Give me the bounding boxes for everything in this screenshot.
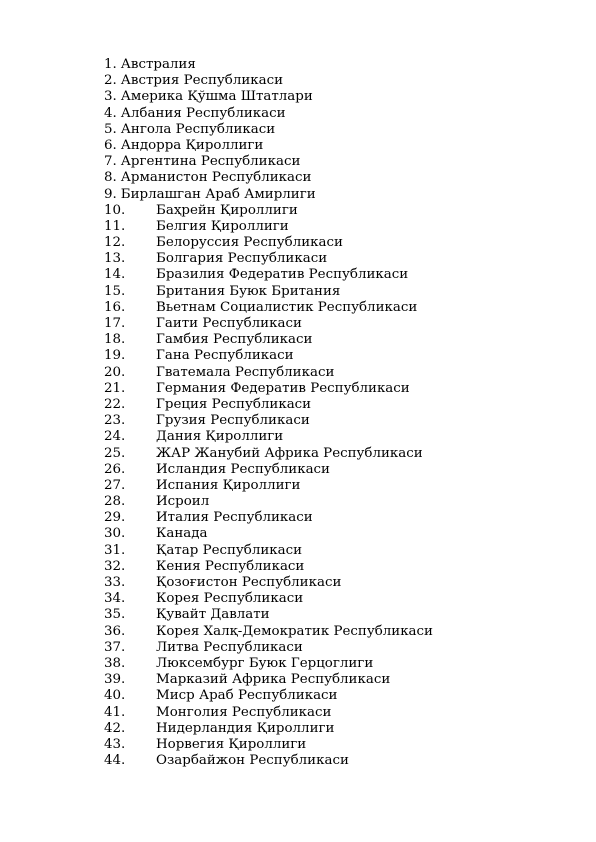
list-item — [104, 73, 433, 89]
list-item-number: 15. — [104, 283, 126, 299]
list-item-number: 35. — [104, 607, 126, 623]
list-item — [104, 170, 433, 186]
list-item-number: 2. — [104, 73, 117, 89]
list-item-country-name: Монголия Республикаси — [156, 704, 332, 720]
list-item — [104, 575, 433, 591]
list-item — [104, 478, 433, 494]
list-item-number: 33. — [104, 575, 126, 590]
list-item-country-name: Бирлашган Араб Амирлиги — [120, 186, 316, 202]
list-item-number: 5. — [104, 121, 117, 137]
list-item-number: 37. — [104, 639, 126, 655]
list-item — [104, 591, 433, 607]
list-item-number: 42. — [104, 720, 126, 736]
list-item — [104, 381, 433, 397]
list-item-country-name: Австрия Республикаси — [120, 73, 284, 89]
list-item-country-name: Бразилия Федератив Республикаси — [156, 267, 409, 283]
list-item-country-name: Кения Республикаси — [156, 558, 305, 574]
list-item-number: 1. — [104, 57, 117, 72]
list-item-country-name: Болгария Республикаси — [156, 251, 328, 267]
list-item-country-name: Италия Республикаси — [156, 510, 313, 526]
list-item — [104, 510, 433, 526]
list-item-country-name: Андорра Қироллиги — [120, 137, 264, 153]
list-item-country-name: Аргентина Республикаси — [120, 154, 301, 170]
list-item-number: 19. — [104, 348, 126, 364]
list-item-country-name: Нидерландия Қироллиги — [156, 720, 335, 736]
list-item-number: 32. — [104, 558, 126, 574]
list-item-country-name: Канада — [156, 526, 208, 542]
list-item-number: 23. — [104, 413, 126, 429]
list-item — [104, 267, 433, 283]
list-item — [104, 187, 433, 203]
list-item — [104, 607, 433, 623]
list-item — [104, 413, 433, 429]
list-item — [104, 284, 433, 300]
list-item — [104, 397, 433, 413]
list-item — [104, 332, 433, 348]
list-item-country-name: Гана Республикаси — [156, 348, 294, 364]
list-item-number: 21. — [104, 380, 126, 396]
list-item-number: 41. — [104, 704, 126, 720]
list-item-number: 16. — [104, 299, 126, 315]
list-item — [104, 154, 433, 170]
list-item-country-name: Исроил — [156, 494, 210, 510]
list-item-number: 26. — [104, 461, 126, 477]
list-item — [104, 57, 433, 73]
list-item-country-name: Литва Республикаси — [156, 639, 303, 655]
list-item-number: 25. — [104, 445, 126, 461]
list-item — [104, 89, 433, 105]
list-item — [104, 559, 433, 575]
list-item — [104, 219, 433, 235]
list-item-country-name: Грузия Республикаси — [156, 413, 310, 429]
list-item — [104, 316, 433, 332]
list-item — [104, 300, 433, 316]
list-item-number: 9. — [104, 186, 117, 202]
list-item-number: 34. — [104, 591, 126, 607]
list-item — [104, 494, 433, 510]
list-item-country-name: Озарбайжон Республикаси — [156, 753, 349, 769]
list-item — [104, 138, 433, 154]
list-item — [104, 640, 433, 656]
list-item-country-name: Корея Республикаси — [156, 591, 304, 607]
list-item-country-name: Америка Қўшма Штатлари — [120, 89, 313, 105]
list-item-number: 40. — [104, 688, 126, 704]
list-item-country-name: Қувайт Давлати — [156, 607, 270, 623]
list-item-country-name: Германия Федератив Республикаси — [156, 380, 410, 396]
list-item — [104, 235, 433, 251]
list-item-number: 10. — [104, 202, 126, 218]
list-item-number: 36. — [104, 623, 126, 639]
list-item-country-name: Баҳрейн Қироллиги — [156, 202, 298, 218]
list-item — [104, 462, 433, 478]
list-item-country-name: Қатар Республикаси — [156, 542, 303, 558]
list-item — [104, 672, 433, 688]
list-item-number: 39. — [104, 672, 126, 688]
list-item-country-name: Белгия Қироллиги — [156, 218, 289, 234]
list-item-country-name: ЖАР Жанубий Африка Республикаси — [156, 445, 423, 461]
list-item-country-name: Австралия — [120, 57, 196, 72]
list-item — [104, 543, 433, 559]
list-item-number: 44. — [104, 753, 126, 769]
list-item-country-name: Вьетнам Социалистик Республикаси — [156, 299, 418, 315]
list-item-country-name: Қозоғистон Республикаси — [156, 575, 342, 590]
list-item-number: 43. — [104, 736, 126, 752]
list-item — [104, 122, 433, 138]
list-item — [104, 705, 433, 721]
list-item-country-name: Белоруссия Республикаси — [156, 235, 343, 251]
list-item-number: 38. — [104, 655, 126, 671]
list-item-country-name: Гватемала Республикаси — [156, 364, 335, 380]
list-item — [104, 365, 433, 381]
list-item — [104, 526, 433, 542]
list-item-number: 14. — [104, 267, 126, 283]
list-item-country-name: Люксембург Буюк Герцоглиги — [156, 655, 374, 671]
list-item-country-name: Корея Халқ-Демократик Республикаси — [156, 623, 433, 639]
list-item-country-name: Норвегия Қироллиги — [156, 736, 307, 752]
list-item-number: 20. — [104, 364, 126, 380]
list-item-number: 28. — [104, 494, 126, 510]
list-item-number: 17. — [104, 316, 126, 331]
list-item — [104, 446, 433, 462]
list-item — [104, 688, 433, 704]
list-item — [104, 429, 433, 445]
list-item-country-name: Гамбия Республикаси — [156, 332, 313, 348]
list-item-country-name: Британия Буюк Британия — [156, 283, 341, 299]
list-item — [104, 656, 433, 672]
list-item — [104, 203, 433, 219]
list-item-number: 6. — [104, 137, 117, 153]
list-item-number: 13. — [104, 251, 126, 267]
list-item — [104, 753, 433, 769]
list-item — [104, 737, 433, 753]
list-item-country-name: Арманистон Республикаси — [120, 170, 312, 186]
list-item-number: 4. — [104, 105, 117, 121]
list-item-number: 18. — [104, 332, 126, 348]
list-item-number: 12. — [104, 235, 126, 251]
list-item — [104, 106, 433, 122]
list-item — [104, 624, 433, 640]
list-item-number: 27. — [104, 477, 126, 493]
list-item-country-name: Ангола Республикаси — [120, 121, 276, 137]
list-item-country-name: Марказий Африка Республикаси — [156, 672, 391, 688]
list-item-country-name: Греция Республикаси — [156, 396, 312, 412]
list-item-number: 7. — [104, 154, 117, 170]
list-item-country-name: Гаити Республикаси — [156, 316, 302, 331]
list-item — [104, 721, 433, 737]
list-item-country-name: Исландия Республикаси — [156, 461, 330, 477]
list-item-country-name: Миср Араб Республикаси — [156, 688, 338, 704]
list-item — [104, 348, 433, 364]
list-item-number: 30. — [104, 526, 126, 542]
list-item-number: 29. — [104, 510, 126, 526]
list-item-number: 11. — [104, 218, 126, 234]
list-item-country-name: Дания Қироллиги — [156, 429, 284, 445]
list-item-number: 22. — [104, 396, 126, 412]
list-item — [104, 251, 433, 267]
list-item-number: 24. — [104, 429, 126, 445]
country-list — [104, 57, 433, 769]
list-item-number: 3. — [104, 89, 117, 105]
list-item-country-name: Испания Қироллиги — [156, 477, 301, 493]
list-item-number: 8. — [104, 170, 117, 186]
list-item-country-name: Албания Республикаси — [120, 105, 286, 121]
list-item-number: 31. — [104, 542, 126, 558]
